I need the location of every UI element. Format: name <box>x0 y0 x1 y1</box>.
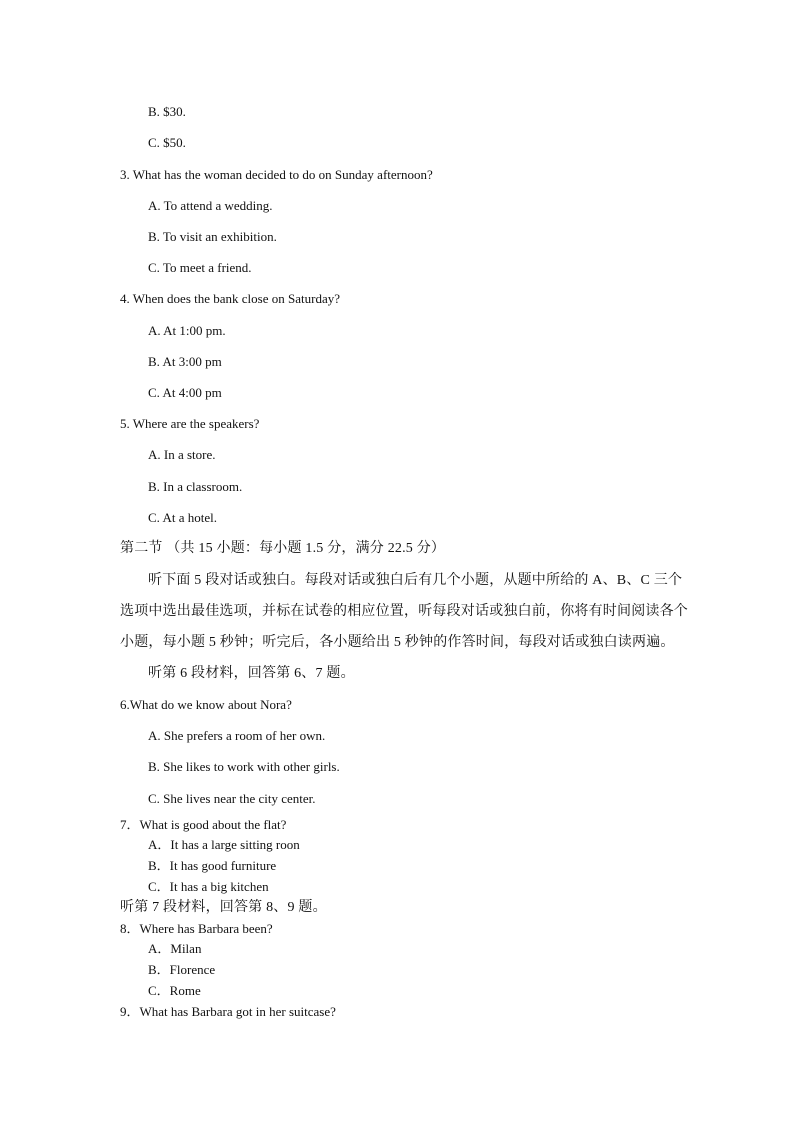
question-7-option-a: A．It has a large sitting roon <box>148 837 300 852</box>
instructions-line-1: 听下面 5 段对话或独白。每段对话或独白后有几个小题，从题中所给的 A、B、C 三个 <box>148 573 683 588</box>
question-9: 9．What has Barbara got in her suitcase? <box>120 1004 336 1019</box>
question-7-option-c: C．It has a big kitchen <box>148 879 269 894</box>
question-7-option-b: B．It has good furniture <box>148 858 277 873</box>
instructions-line-2: 选项中选出最佳选项，并标在试卷的相应位置，听每段对话或独白前，你将有时间阅读各个 <box>120 604 688 619</box>
question-2-option-c: C. $50. <box>148 135 186 150</box>
question-3-option-b: B. To visit an exhibition. <box>148 229 277 244</box>
question-7: 7．What is good about the flat? <box>120 817 287 832</box>
question-5-option-a: A. In a store. <box>148 447 216 462</box>
question-8-option-c: C．Rome <box>148 983 201 998</box>
question-6-option-a: A. She prefers a room of her own. <box>148 728 326 743</box>
question-2-option-b: B. $30. <box>148 104 186 119</box>
question-4: 4. When does the bank close on Saturday? <box>120 291 340 306</box>
material-6-heading: 听第 6 段材料，回答第 6、7 题。 <box>148 666 355 681</box>
question-4-option-c: C. At 4:00 pm <box>148 385 222 400</box>
question-6-option-c: C. She lives near the city center. <box>148 791 316 806</box>
question-8-option-a: A．Milan <box>148 941 202 956</box>
section-2-heading: 第二节 （共 15 小题：每小题 1.5 分，满分 22.5 分） <box>120 541 446 556</box>
question-6-option-b: B. She likes to work with other girls. <box>148 759 340 774</box>
instructions-line-3: 小题，每小题 5 秒钟；听完后，各小题给出 5 秒钟的作答时间，每段对话或独白读两遍。 <box>120 635 675 650</box>
question-8-option-b: B．Florence <box>148 962 216 977</box>
material-7-heading: 听第 7 段材料，回答第 8、9 题。 <box>120 900 327 915</box>
question-5-option-c: C. At a hotel. <box>148 510 217 525</box>
question-5-option-b: B. In a classroom. <box>148 479 243 494</box>
question-3-option-c: C. To meet a friend. <box>148 260 252 275</box>
question-4-option-a: A. At 1:00 pm. <box>148 323 226 338</box>
question-6: 6.What do we know about Nora? <box>120 697 292 712</box>
question-5: 5. Where are the speakers? <box>120 416 260 431</box>
question-8: 8．Where has Barbara been? <box>120 921 273 936</box>
question-3-option-a: A. To attend a wedding. <box>148 198 273 213</box>
question-3: 3. What has the woman decided to do on Sunday afternoon? <box>120 167 433 182</box>
question-4-option-b: B. At 3:00 pm <box>148 354 222 369</box>
